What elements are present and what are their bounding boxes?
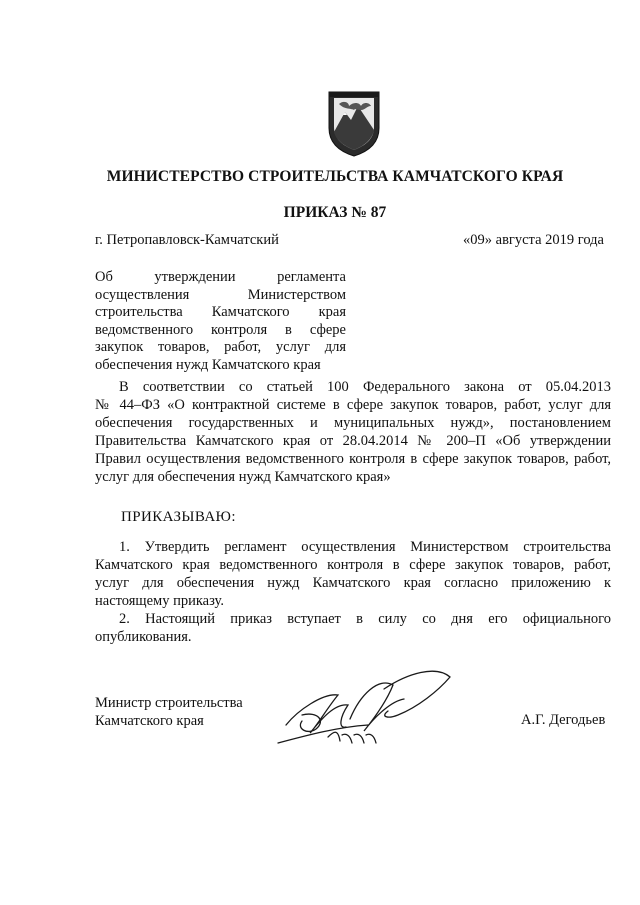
preamble-line: № 44–ФЗ «О контрактной системе в сфере закупок товаров, работ, услуг для <box>95 397 611 413</box>
item-1-line: услуг для обеспечения нужд Камчатского края согласно приложению к <box>95 575 611 591</box>
ministry-title: МИНИСТЕРСТВО СТРОИТЕЛЬСТВА КАМЧАТСКОГО КРАЯ <box>106 168 564 185</box>
subject-line: закупок товаров, работ, услуг для <box>95 339 346 355</box>
preamble-line: услуг для обеспечения нужд Камчатского края» <box>95 469 391 485</box>
preamble-line: обеспечения государственных и муниципальных нужд», постановлением <box>95 415 611 431</box>
item-2-line: 2. Настоящий приказ вступает в силу со дня его официального <box>119 611 611 627</box>
signer-position-line: Камчатского края <box>95 713 204 729</box>
preamble-line: В соответствии со статьей 100 Федерального закона от 05.04.2013 <box>119 379 611 395</box>
order-number-title: ПРИКАЗ № 87 <box>283 204 387 221</box>
preamble-line: Правительства Камчатского края от 28.04.2014 № 200–П «Об утверждении <box>95 433 611 449</box>
subject-line: обеспечения нужд Камчатского края <box>95 356 321 373</box>
item-1-line: Камчатского края ведомственного контроля в сфере закупок товаров, работ, <box>95 557 611 573</box>
city-label: г. Петропавловск-Камчатский <box>95 232 279 248</box>
subject-line: строительства Камчатского края <box>95 304 346 320</box>
signer-position-line: Министр строительства <box>95 695 243 711</box>
order-subject <box>95 269 346 374</box>
item-1-line: настоящему приказу. <box>95 593 224 609</box>
item-2-line: опубликования. <box>95 629 192 645</box>
preamble-paragraph <box>95 378 611 486</box>
subject-line: ведомственного контроля в сфере <box>95 321 346 338</box>
order-directive-word: ПРИКАЗЫВАЮ: <box>121 509 236 525</box>
order-date: «09» августа 2019 года <box>463 232 604 248</box>
signer-name: А.Г. Дегодьев <box>521 712 606 728</box>
subject-line: Об утверждении регламента <box>95 269 346 285</box>
item-1-line: 1. Утвердить регламент осуществления Министерством строительства <box>119 539 611 555</box>
coat-of-arms-icon <box>325 88 383 158</box>
signer-position <box>95 694 243 730</box>
order-items <box>95 538 611 646</box>
subject-line: осуществления Министерством <box>95 286 346 303</box>
preamble-line: Правил осуществления ведомственного контроля в сфере закупок товаров, работ, <box>95 451 611 467</box>
handwritten-signature <box>268 655 458 760</box>
